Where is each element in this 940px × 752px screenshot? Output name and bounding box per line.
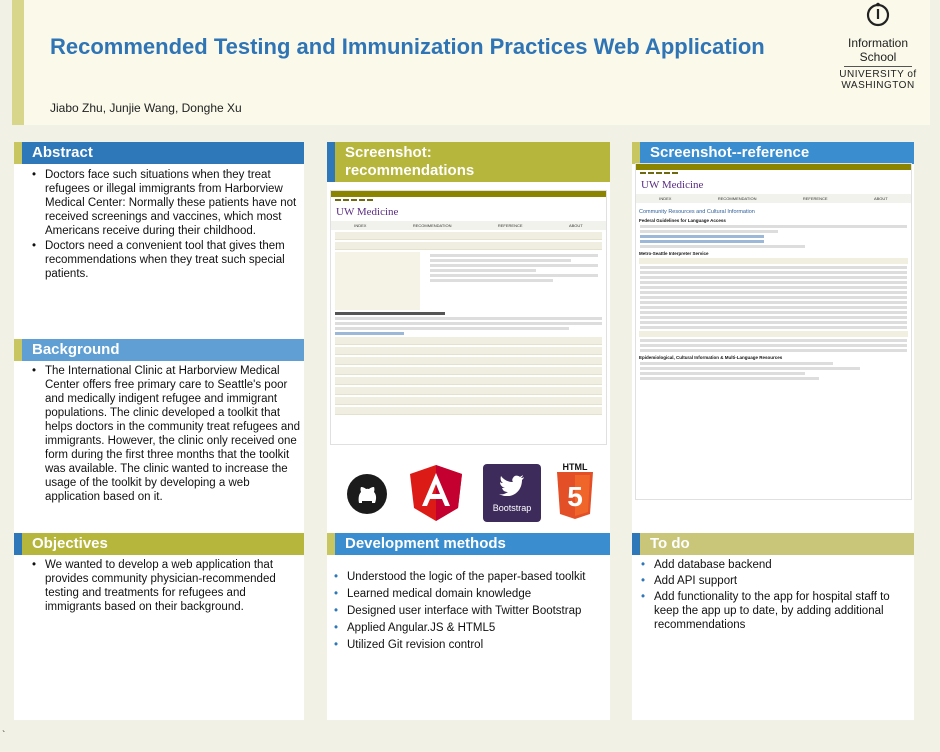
- background-item: • The International Clinic at Harborview Medical Center offers free primary care to Seattle's poor and medically indigent refugee and immigrant populations. The clinic developed a toolkit that helps doctors in the community treat refugees and immigrants. However, the clinic only received one form during the first three months that the toolkit was available. The clinic wanted to increase the usage of the toolkit by developing a web application based on it.: [32, 364, 304, 504]
- methods-item: • Understood the logic of the paper-based toolkit: [334, 570, 606, 584]
- ischool-logo-icon: [866, 2, 890, 30]
- screenshot-recommendations-heading-text: Screenshot: recommendations: [345, 144, 475, 179]
- screenshot-nav: [636, 194, 911, 203]
- nav-recommendation: RECOMMENDATION: [717, 196, 757, 201]
- background-heading-text: Background: [32, 341, 120, 358]
- objectives-heading: [14, 533, 304, 555]
- logo-line-2: School: [859, 50, 897, 64]
- screenshot-recommendations-heading: [327, 142, 610, 182]
- screenshot-reference-heading: [632, 142, 914, 164]
- html5-shield-icon: [555, 472, 595, 520]
- reference-section-title: Community Resources and Cultural Information: [639, 209, 755, 215]
- header-stripe: [12, 0, 24, 125]
- twitter-bird-icon: [499, 474, 525, 496]
- reference-screenshot: [635, 163, 912, 500]
- development-methods-text: [334, 570, 606, 655]
- heading-stripe: [14, 339, 22, 361]
- objectives-text: [32, 558, 294, 615]
- methods-item: • Utilized Git revision control: [334, 638, 606, 652]
- information-school-logo: [838, 2, 918, 90]
- uw-medicine-brand: UW Medicine: [641, 179, 704, 191]
- authors: Jiabo Zhu, Junjie Wang, Donghe Xu: [50, 101, 242, 115]
- nav-index: INDEX: [354, 223, 367, 228]
- nav-recommendation: RECOMMENDATION: [412, 223, 452, 228]
- methods-item: • Learned medical domain knowledge: [334, 587, 606, 601]
- nav-reference: REFERENCE: [497, 223, 523, 228]
- development-methods-heading-text: Development methods: [345, 535, 506, 552]
- technology-logos: [340, 462, 600, 522]
- todo-heading-text: To do: [650, 535, 690, 552]
- nav-about: ABOUT: [873, 196, 888, 201]
- heading-stripe: [14, 142, 22, 164]
- heading-stripe: [327, 142, 335, 182]
- todo-item: • Add database backend: [641, 558, 903, 572]
- background-heading: [14, 339, 304, 361]
- nav-about: ABOUT: [568, 223, 583, 228]
- screenshot-reference-heading-text: Screenshot--reference: [650, 144, 810, 161]
- nav-reference: REFERENCE: [802, 196, 828, 201]
- heading-stripe: [327, 533, 335, 555]
- objectives-heading-text: Objectives: [32, 535, 108, 552]
- development-methods-heading: [327, 533, 610, 555]
- github-icon: [345, 472, 389, 516]
- heading-stripe: [632, 533, 640, 555]
- recommendations-screenshot: [330, 190, 607, 445]
- heading-stripe: [632, 142, 640, 164]
- abstract-heading: [14, 142, 304, 164]
- logo-divider: [844, 66, 912, 67]
- abstract-text: [32, 168, 302, 282]
- objectives-item: • We wanted to develop a web application that provides community physician-recommended testing and treatments for refugees and immigrants based on their background.: [32, 558, 294, 614]
- bootstrap-logo: [483, 464, 541, 522]
- html5-logo: [555, 462, 595, 525]
- logo-line-1: Information: [847, 36, 909, 50]
- corner-mark: `: [2, 730, 6, 741]
- methods-item: • Applied Angular.JS & HTML5: [334, 621, 606, 635]
- reference-sub-2: Metro-Seattle Interpreter Service: [639, 251, 709, 256]
- angular-icon: [408, 464, 464, 522]
- heading-stripe: [14, 533, 22, 555]
- todo-heading: [632, 533, 914, 555]
- logo-line-4: WASHINGTON: [841, 80, 915, 91]
- reference-sub-3: Epidemiological, Cultural Information & Multi-Language Resources: [639, 355, 783, 360]
- todo-item: • Add API support: [641, 574, 903, 588]
- abstract-item: • Doctors face such situations when they treat refugees or illegal immigrants from Harborview Medical Center: Normally these patients have not received screenings and vaccines, which most Americans receive during their childhood.: [32, 168, 302, 238]
- nav-index: INDEX: [659, 196, 672, 201]
- html-label: HTML: [562, 462, 588, 472]
- poster-title: Recommended Testing and Immunization Practices Web Application: [50, 34, 765, 59]
- reference-sub-1: Federal Guidelines for Language Access: [639, 218, 726, 223]
- todo-text: [641, 558, 903, 634]
- logo-line-3: UNIVERSITY of: [839, 69, 917, 80]
- html5-five: 5: [567, 481, 583, 512]
- todo-item: • Add functionality to the app for hospital staff to keep the app up to date, by adding additional recommendations: [641, 590, 903, 632]
- screenshot-nav: [331, 221, 606, 230]
- abstract-item: • Doctors need a convenient tool that gives them recommendations when they treat such special patients.: [32, 239, 302, 281]
- abstract-heading-text: Abstract: [32, 144, 93, 161]
- background-text: [32, 364, 304, 505]
- uw-medicine-brand: UW Medicine: [336, 206, 399, 218]
- bootstrap-label: Bootstrap: [492, 503, 532, 513]
- methods-item: • Designed user interface with Twitter Bootstrap: [334, 604, 606, 618]
